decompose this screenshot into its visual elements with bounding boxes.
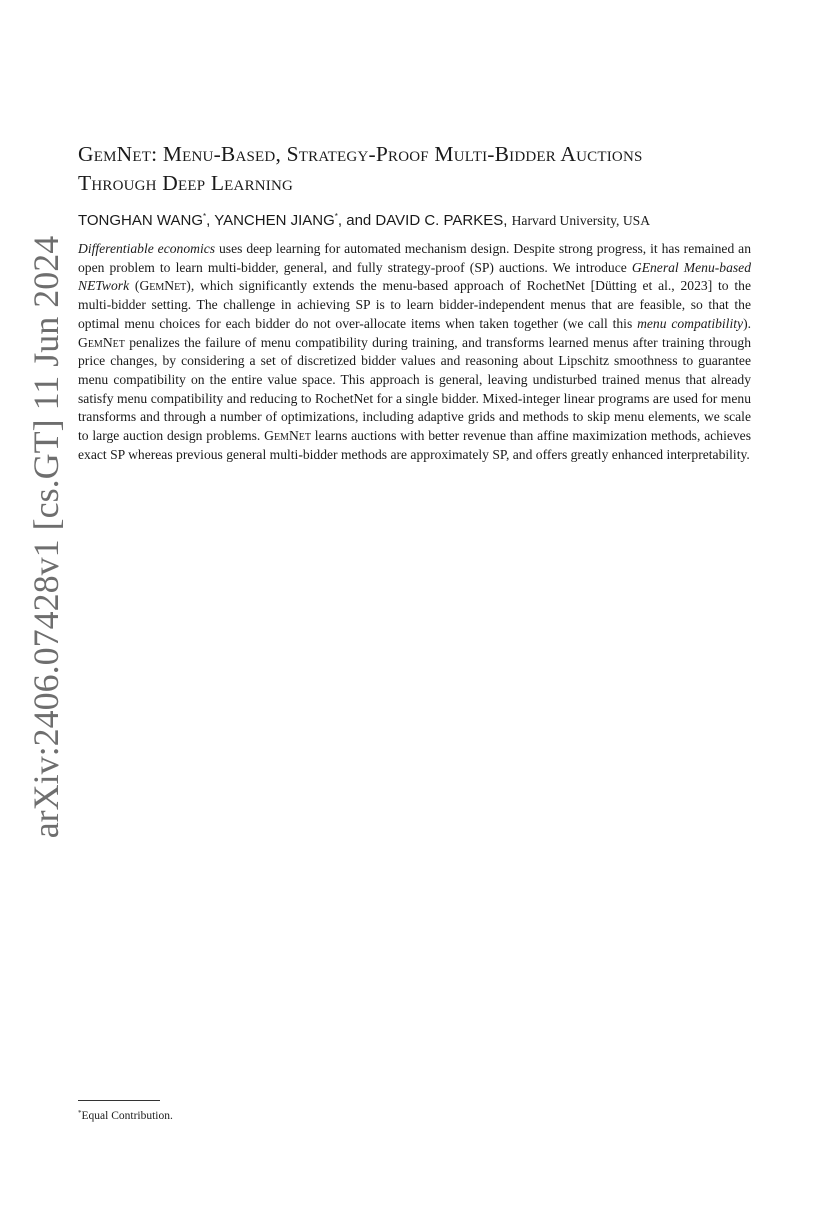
abstract-text: ( bbox=[129, 278, 140, 294]
equal-contribution-mark: * bbox=[203, 212, 207, 221]
author-line bbox=[78, 207, 768, 231]
method-name: GemNet bbox=[78, 334, 125, 350]
abstract-text: ), which significantly extends the menu-based approach of RochetNet [Dütting et al., 2023] to the multi-bidder setting. The challenge in achieving SP is to learn bidder-independent menus that are feasible, so that the optimal menu choices for each bidder do not over-allocate items when taken together (we call this bbox=[78, 278, 751, 331]
author-name: TONGHAN WANG bbox=[78, 212, 204, 229]
arxiv-identifier-stamp: arXiv:2406.07428v1 [cs.GT] 11 Jun 2024 bbox=[26, 235, 66, 839]
abstract-emphasis: menu compatibility bbox=[637, 315, 744, 331]
abstract-text: ). bbox=[743, 315, 751, 331]
author-affiliation: Harvard University, USA bbox=[511, 213, 651, 228]
paper-title bbox=[78, 140, 768, 198]
author-name: , and DAVID C. PARKES, bbox=[337, 212, 508, 229]
footnote-text: Equal Contribution. bbox=[81, 1110, 173, 1122]
footnote-mark: * bbox=[78, 1109, 82, 1117]
method-name: GemNet bbox=[264, 428, 311, 444]
abstract-text: penalizes the failure of menu compatibility during training, and transforms learned menus after training through price changes, by considering a set of discretized bidder values and reasoning about Lipschitz smoothness to guarantee menu compatibility on the entire value space. This approach is general, leaving undisturbed trained menus that already satisfy menu compatibility and reducing to RochetNet for a single bidder. Mixed-integer linear programs are used for menu transforms and through a number of optimizations, including adaptive grids and methods to skip menu elements, we scale to large auction design problems. bbox=[78, 334, 751, 444]
footnote bbox=[78, 1106, 173, 1124]
author-name: , YANCHEN JIANG bbox=[206, 212, 335, 229]
abstract bbox=[78, 240, 751, 464]
title-line-1: GemNet: Menu-Based, Strategy-Proof Multi-Bidder Auctions bbox=[78, 142, 643, 166]
abstract-text: learns auctions with better revenue than affine maximization methods, achieves exact SP whereas previous general multi-bidder methods are approximately SP, and offers greatly enhanced interpretability. bbox=[78, 428, 751, 462]
title-line-2: Through Deep Learning bbox=[78, 171, 294, 195]
method-name: GemNet bbox=[139, 278, 187, 294]
abstract-emphasis: GEneral Menu-based NETwork bbox=[78, 259, 751, 294]
abstract-emphasis: Differentiable economics bbox=[78, 241, 216, 256]
footnote-divider bbox=[78, 1100, 160, 1101]
equal-contribution-mark: * bbox=[334, 212, 338, 221]
abstract-text: uses deep learning for automated mechanism design. Despite strong progress, it has remained an open problem to learn multi-bidder, general, and fully strategy-proof (SP) auctions. We introduce bbox=[78, 241, 751, 275]
